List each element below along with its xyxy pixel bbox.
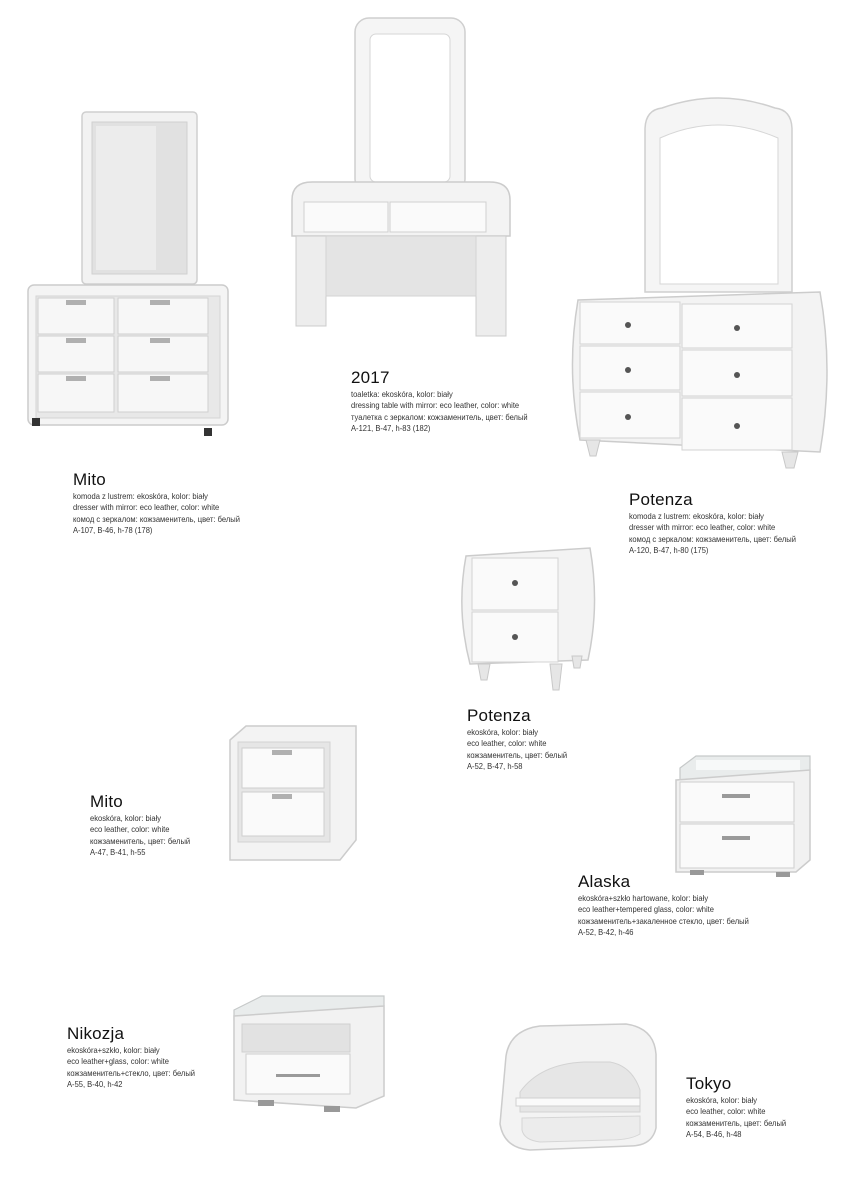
spec-line-ru: кожзаменитель, цвет: белый [90, 835, 191, 846]
spec-dimensions: A-55, B-40, h-42 [67, 1079, 123, 1090]
spec-line-en: eco leather, color: white [686, 1106, 766, 1117]
spec-line-pl: ekoskóra, kolor: biały [686, 1095, 758, 1105]
spec-line-ru: комод с зеркалом: кожзаменитель, цвет: белый [73, 513, 240, 524]
spec-dimensions: A-47, B-41, h-55 [90, 847, 146, 858]
spec-line-en: eco leather+tempered glass, color: white [578, 904, 715, 915]
product-name: 2017 [351, 368, 390, 387]
spec-dimensions: A-107, B-46, h-78 (178) [73, 525, 153, 536]
product-name: Alaska [578, 872, 631, 891]
spec-dimensions: A-52, B-42, h-46 [578, 927, 634, 938]
spec-line-pl: komoda z lustrem: ekoskóra, kolor: biały [629, 511, 764, 521]
spec-line-ru: кожзаменитель+закаленное стекло, цвет: белый [578, 915, 749, 926]
spec-line-en: eco leather, color: white [467, 738, 547, 749]
spec-line-ru: кожзаменитель, цвет: белый [467, 749, 568, 760]
spec-line-en: dressing table with mirror: eco leather, color: white [351, 400, 520, 411]
spec-line-en: eco leather, color: white [90, 824, 170, 835]
product-name: Mito [90, 792, 123, 811]
spec-line-pl: ekoskóra+szkło, kolor: biały [67, 1045, 160, 1055]
product-name: Nikozja [67, 1024, 125, 1043]
spec-line-ru: кожзаменитель+стекло, цвет: белый [67, 1067, 195, 1078]
tokyo-nightstand-caption [686, 1074, 800, 1141]
spec-line-ru: комод с зеркалом: кожзаменитель, цвет: белый [629, 533, 796, 544]
spec-line-pl: komoda z lustrem: ekoskóra, kolor: biały [73, 491, 208, 501]
spec-dimensions: A-54, B-46, h-48 [686, 1129, 742, 1140]
spec-line-pl: ekoskóra, kolor: biały [90, 813, 162, 823]
spec-dimensions: A-120, B-47, h-80 (175) [629, 545, 709, 556]
spec-line-pl: ekoskóra+szkło hartowane, kolor: biały [578, 893, 709, 903]
spec-line-en: dresser with mirror: eco leather, color: white [629, 522, 776, 533]
product-name: Potenza [629, 490, 693, 509]
product-name: Tokyo [686, 1074, 732, 1093]
spec-line-en: eco leather+glass, color: white [67, 1056, 169, 1067]
spec-line-ru: кожзаменитель, цвет: белый [686, 1117, 787, 1128]
spec-line-en: dresser with mirror: eco leather, color: white [73, 502, 220, 513]
spec-line-ru: туалетка с зеркалом: кожзаменитель, цвет: белый [351, 411, 528, 422]
spec-dimensions: A-121, B-47, h-83 (182) [351, 423, 431, 434]
spec-dimensions: A-52, B-47, h-58 [467, 761, 523, 772]
product-name: Potenza [467, 706, 531, 725]
spec-line-pl: ekoskóra, kolor: biały [467, 727, 539, 737]
spec-line-pl: toaletka: ekoskóra, kolor: biały [351, 389, 453, 399]
product-name: Mito [73, 470, 106, 489]
